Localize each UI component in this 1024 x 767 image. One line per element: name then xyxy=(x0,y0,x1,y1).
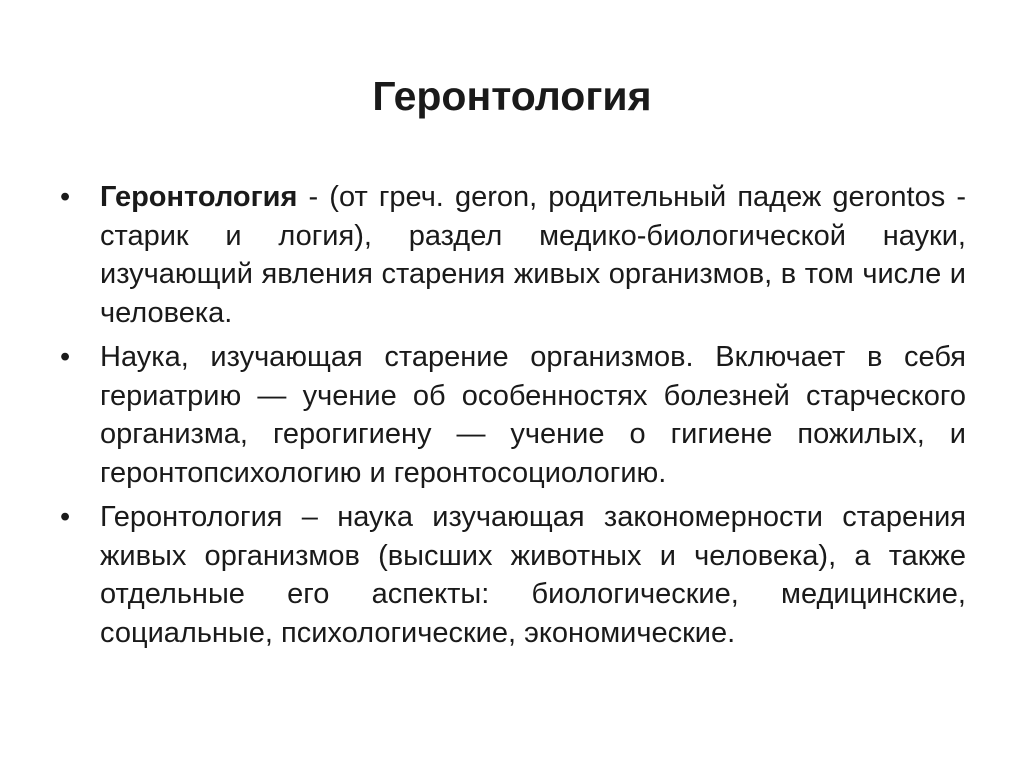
bullet-list xyxy=(58,178,966,658)
bullet-item-definition xyxy=(58,178,966,332)
bullet-item-aspects xyxy=(58,498,966,652)
bullet-item-science xyxy=(58,338,966,492)
bullet-marker: • xyxy=(60,501,71,533)
slide-title: Геронтология xyxy=(372,73,652,119)
bullet-text: Геронтология – наука изучающая закономерности старения живых организмов (высших животных и человека), а также отдельные его аспекты: биологические, медицинские, социальные, психологические, экономические. xyxy=(100,501,966,649)
bullet-marker: • xyxy=(60,341,71,373)
bullet-term: Геронтология xyxy=(100,181,298,213)
bullet-text: - (от греч. geron, родительный падеж gerontos - старик и логия), раздел медико-биологической науки, изучающий явления старения живых организмов, в том числе и человека. xyxy=(100,181,966,329)
bullet-marker: • xyxy=(60,181,71,213)
bullet-text: Наука, изучающая старение организмов. Включает в себя гериатрию — учение об особенностях болезней старческого организма, герогигиену — учение о гигиене пожилых, и геронтопсихологию и геронтосоциологию. xyxy=(100,341,966,489)
